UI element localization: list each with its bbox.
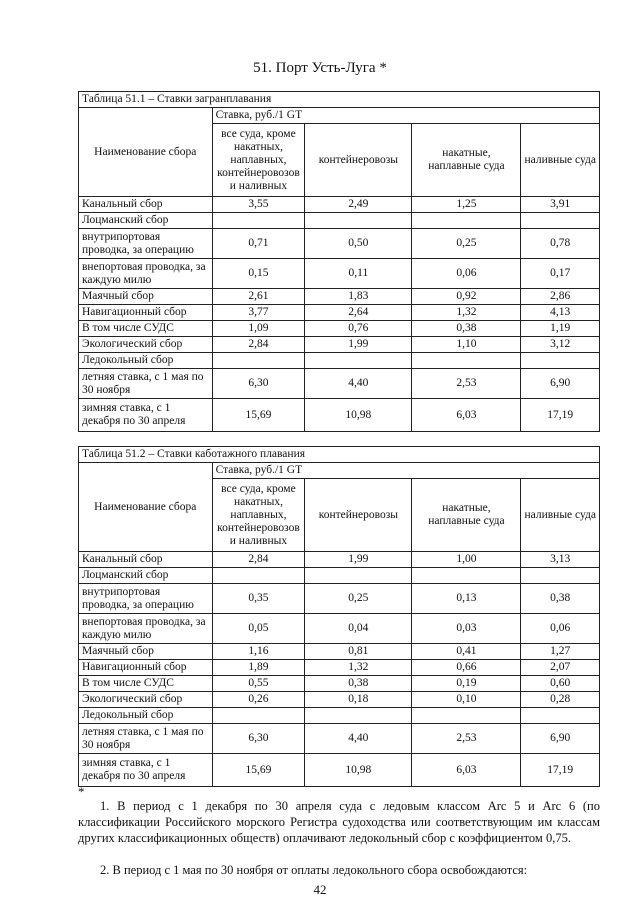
row-value: 0,28 [521,692,600,708]
caption-row [79,92,600,108]
row-name: Экологический сбор [79,337,213,353]
row-value: 1,83 [305,289,412,305]
table-row [79,337,600,353]
table-foreign-rates [78,91,600,432]
row-value: 0,06 [412,259,521,289]
row-name: летняя ставка, с 1 мая по 30 ноября [79,369,213,399]
footnote-1: 1. В период с 1 декабря по 30 апреля суда с ледовым классом Arc 5 и Arc 6 (по классификации Российского морского Регистра судоходства или соответствующим им классам других классификационных обществ) оплачивают ледокольный сбор с коэффициентом 0,75. [78,799,600,845]
row-value: 0,15 [212,259,305,289]
header-name-col: Наименование сбора [79,463,213,552]
table-caption: Таблица 51.2 – Ставки каботажного плавания [79,447,600,463]
row-value: 0,41 [412,644,521,660]
header-col-3: накатные, наплавные суда [412,479,521,552]
row-value: 0,05 [212,614,305,644]
row-value [412,708,521,724]
row-value: 15,69 [212,754,305,787]
row-value: 0,11 [305,259,412,289]
page-number: 42 [313,882,327,897]
row-value: 6,03 [412,754,521,787]
header-col-1: все суда, кроме накатных, наплавных, контейнеровозов и наливных [212,124,305,197]
header-col-4: наливные суда [521,479,600,552]
row-value: 0,38 [305,676,412,692]
row-value: 2,61 [212,289,305,305]
row-value: 0,04 [305,614,412,644]
row-value: 1,89 [212,660,305,676]
row-name: Навигационный сбор [79,660,213,676]
row-value: 2,07 [521,660,600,676]
row-value [521,708,600,724]
row-value: 0,60 [521,676,600,692]
row-value: 2,84 [212,337,305,353]
row-value: 0,92 [412,289,521,305]
row-name: Маячный сбор [79,289,213,305]
table-row [79,305,600,321]
row-value: 2,53 [412,724,521,754]
table-row [79,724,600,754]
row-value [412,213,521,229]
row-value [305,353,412,369]
row-name: Лоцманский сбор [79,568,213,584]
row-value: 2,49 [305,197,412,213]
table-row [79,754,600,787]
table-row [79,692,600,708]
row-name: Канальный сбор [79,197,213,213]
header-col-4: наливные суда [521,124,600,197]
header-name-col: Наименование сбора [79,108,213,197]
row-name: В том числе СУДС [79,676,213,692]
row-value: 4,40 [305,724,412,754]
row-value: 1,27 [521,644,600,660]
row-value: 0,38 [521,584,600,614]
row-value: 3,12 [521,337,600,353]
table-row [79,676,600,692]
row-value: 1,16 [212,644,305,660]
row-name: зимняя ставка, с 1 декабря по 30 апреля [79,399,213,432]
row-value: 4,40 [305,369,412,399]
row-value: 1,19 [521,321,600,337]
row-name: Ледокольный сбор [79,353,213,369]
row-value: 2,64 [305,305,412,321]
row-value: 1,09 [212,321,305,337]
header-unit: Ставка, руб./1 GT [212,463,599,479]
row-name: Канальный сбор [79,552,213,568]
table-row [79,568,600,584]
row-value: 6,03 [412,399,521,432]
table-row [79,399,600,432]
row-value: 0,19 [412,676,521,692]
row-value: 1,25 [412,197,521,213]
footnote-star: * [78,784,85,799]
row-name: Лоцманский сбор [79,213,213,229]
row-value [212,708,305,724]
row-value [212,213,305,229]
row-value: 0,71 [212,229,305,259]
footnote-2: 2. В период с 1 мая по 30 ноября от оплаты ледокольного сбора освобождаются: [100,863,528,877]
row-value: 0,17 [521,259,600,289]
row-value: 0,66 [412,660,521,676]
row-value: 1,99 [305,337,412,353]
row-value: 3,91 [521,197,600,213]
row-value [521,568,600,584]
header-unit: Ставка, руб./1 GT [212,108,599,124]
row-value: 6,30 [212,724,305,754]
row-name: внепортовая проводка, за каждую милю [79,259,213,289]
row-value: 3,77 [212,305,305,321]
table-row [79,644,600,660]
row-value: 4,13 [521,305,600,321]
row-value: 1,10 [412,337,521,353]
caption-row [79,447,600,463]
row-value: 0,50 [305,229,412,259]
table-coastal-rates [78,446,600,787]
row-value: 10,98 [305,754,412,787]
row-value: 17,19 [521,754,600,787]
row-value [212,568,305,584]
row-value: 15,69 [212,399,305,432]
row-name: летняя ставка, с 1 мая по 30 ноября [79,724,213,754]
table-caption: Таблица 51.1 – Ставки загранплавания [79,92,600,108]
row-value: 0,06 [521,614,600,644]
row-value: 2,86 [521,289,600,305]
row-name: зимняя ставка, с 1 декабря по 30 апреля [79,754,213,787]
header-row [79,108,600,124]
row-name: Навигационный сбор [79,305,213,321]
table-row [79,708,600,724]
table-row [79,614,600,644]
row-value [305,213,412,229]
table-row [79,229,600,259]
row-name: внепортовая проводка, за каждую милю [79,614,213,644]
row-name: внутрипортовая проводка, за операцию [79,584,213,614]
row-value [305,708,412,724]
row-name: Ледокольный сбор [79,708,213,724]
row-name: Маячный сбор [79,644,213,660]
row-value: 10,98 [305,399,412,432]
row-value: 0,13 [412,584,521,614]
header-col-3: накатные, наплавные суда [412,124,521,197]
table-row [79,660,600,676]
row-value: 3,55 [212,197,305,213]
row-value: 0,35 [212,584,305,614]
row-value: 2,84 [212,552,305,568]
header-col-1: все суда, кроме накатных, наплавных, контейнеровозов и наливных [212,479,305,552]
header-col-2: контейнеровозы [305,124,412,197]
row-value: 1,32 [305,660,412,676]
row-value: 1,32 [412,305,521,321]
table-row [79,353,600,369]
row-value: 0,81 [305,644,412,660]
row-value: 0,26 [212,692,305,708]
row-value: 2,53 [412,369,521,399]
table-row [79,259,600,289]
header-row [79,463,600,479]
row-value: 0,55 [212,676,305,692]
table-row [79,369,600,399]
row-value: 17,19 [521,399,600,432]
row-value: 3,13 [521,552,600,568]
row-value: 6,90 [521,724,600,754]
row-value [305,568,412,584]
row-name: внутрипортовая проводка, за операцию [79,229,213,259]
row-value: 6,90 [521,369,600,399]
row-value [412,568,521,584]
row-value: 0,78 [521,229,600,259]
row-value [521,353,600,369]
row-value: 0,38 [412,321,521,337]
table-row [79,197,600,213]
row-value: 1,00 [412,552,521,568]
table-row [79,213,600,229]
row-value: 1,99 [305,552,412,568]
row-value [521,213,600,229]
table-row [79,321,600,337]
page-title: 51. Порт Усть-Луга * [253,60,387,76]
row-name: В том числе СУДС [79,321,213,337]
row-value [412,353,521,369]
table-row [79,552,600,568]
row-name: Экологический сбор [79,692,213,708]
row-value [212,353,305,369]
row-value: 0,10 [412,692,521,708]
row-value: 0,76 [305,321,412,337]
header-col-2: контейнеровозы [305,479,412,552]
table-row [79,584,600,614]
row-value: 0,25 [412,229,521,259]
row-value: 0,18 [305,692,412,708]
table-row [79,289,600,305]
row-value: 0,03 [412,614,521,644]
row-value: 6,30 [212,369,305,399]
row-value: 0,25 [305,584,412,614]
